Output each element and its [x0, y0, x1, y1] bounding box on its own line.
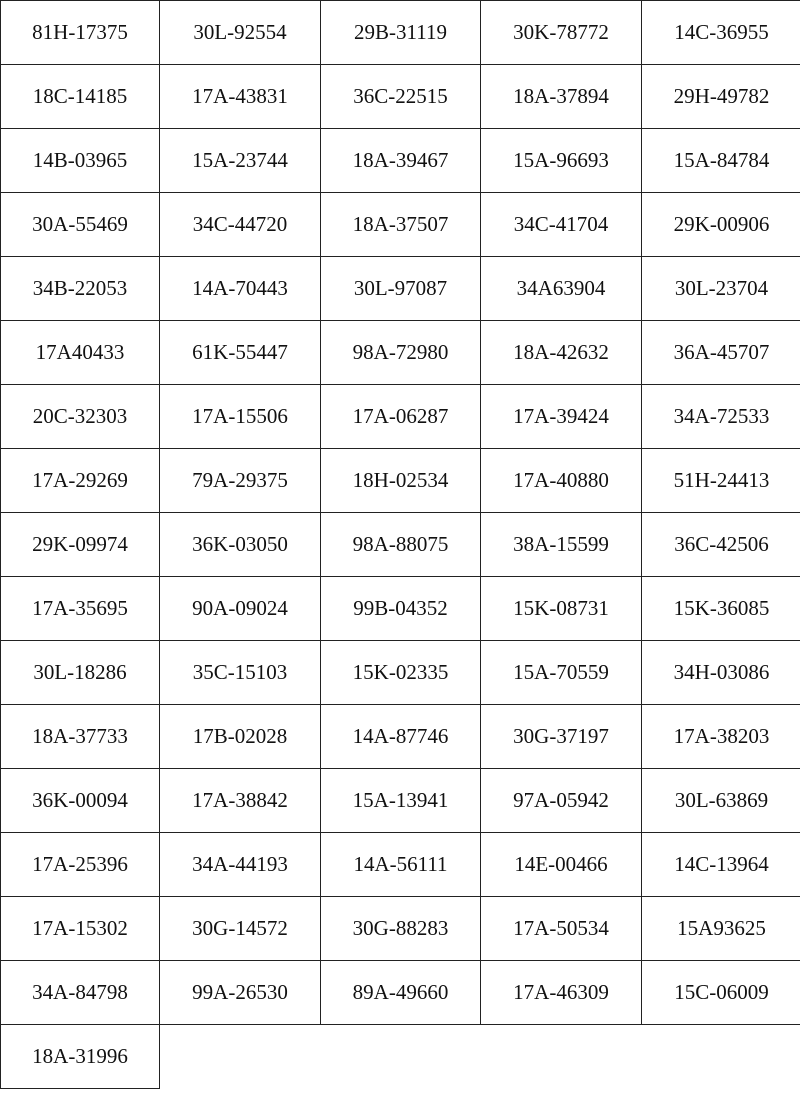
- plate-number-cell: 15A-23744: [160, 129, 321, 193]
- plate-number-cell: 15A93625: [642, 897, 800, 961]
- plate-number-cell: 30L-92554: [160, 1, 321, 65]
- plate-number-cell: 90A-09024: [160, 577, 321, 641]
- plate-number-cell: 81H-17375: [1, 1, 160, 65]
- plate-number-cell: 20C-32303: [1, 385, 160, 449]
- plate-number-cell: 38A-15599: [481, 513, 642, 577]
- plate-number-cell: 99B-04352: [321, 577, 481, 641]
- plate-number-cell: 17A-25396: [1, 833, 160, 897]
- plate-number-cell: 30L-63869: [642, 769, 800, 833]
- plate-number-cell: 29H-49782: [642, 65, 800, 129]
- plate-number-cell: 34B-22053: [1, 257, 160, 321]
- plate-number-cell: 35C-15103: [160, 641, 321, 705]
- plate-number-cell: 17A-15302: [1, 897, 160, 961]
- plate-number-cell: 29K-09974: [1, 513, 160, 577]
- table-row: [1, 577, 800, 641]
- plate-number-cell: 34C-41704: [481, 193, 642, 257]
- plate-number-cell: 99A-26530: [160, 961, 321, 1025]
- plate-number-cell: 17B-02028: [160, 705, 321, 769]
- plate-number-cell: 14E-00466: [481, 833, 642, 897]
- license-plate-table-body: [1, 1, 800, 1089]
- plate-number-cell: 18H-02534: [321, 449, 481, 513]
- plate-number-cell: 34H-03086: [642, 641, 800, 705]
- plate-number-cell: 30K-78772: [481, 1, 642, 65]
- plate-number-cell: 17A-43831: [160, 65, 321, 129]
- plate-number-cell: 17A-15506: [160, 385, 321, 449]
- plate-number-cell: 61K-55447: [160, 321, 321, 385]
- plate-number-cell: 30G-88283: [321, 897, 481, 961]
- table-row: [1, 257, 800, 321]
- plate-number-cell: 36A-45707: [642, 321, 800, 385]
- table-row: [1, 449, 800, 513]
- plate-number-cell: 15A-84784: [642, 129, 800, 193]
- plate-number-cell: 17A-46309: [481, 961, 642, 1025]
- plate-number-cell: 18A-37733: [1, 705, 160, 769]
- table-row: [1, 129, 800, 193]
- empty-cell: [321, 1025, 481, 1089]
- plate-number-cell: 34C-44720: [160, 193, 321, 257]
- plate-number-cell: 34A63904: [481, 257, 642, 321]
- table-row: [1, 193, 800, 257]
- table-row: [1, 961, 800, 1025]
- plate-number-cell: 36C-22515: [321, 65, 481, 129]
- plate-number-cell: 14A-87746: [321, 705, 481, 769]
- empty-cell: [481, 1025, 642, 1089]
- plate-number-cell: 17A-29269: [1, 449, 160, 513]
- plate-number-cell: 30G-14572: [160, 897, 321, 961]
- plate-number-cell: 18A-37894: [481, 65, 642, 129]
- table-row: [1, 321, 800, 385]
- plate-number-cell: 15A-96693: [481, 129, 642, 193]
- plate-number-cell: 34A-72533: [642, 385, 800, 449]
- table-row: [1, 897, 800, 961]
- plate-number-cell: 18A-42632: [481, 321, 642, 385]
- table-row: [1, 833, 800, 897]
- plate-number-cell: 30L-97087: [321, 257, 481, 321]
- plate-number-cell: 17A-50534: [481, 897, 642, 961]
- plate-number-cell: 15C-06009: [642, 961, 800, 1025]
- table-row: [1, 385, 800, 449]
- table-row: [1, 641, 800, 705]
- plate-number-cell: 18A-39467: [321, 129, 481, 193]
- plate-number-cell: 14C-13964: [642, 833, 800, 897]
- plate-number-cell: 17A40433: [1, 321, 160, 385]
- table-row: [1, 769, 800, 833]
- plate-number-cell: 17A-39424: [481, 385, 642, 449]
- plate-number-cell: 14C-36955: [642, 1, 800, 65]
- plate-number-cell: 14B-03965: [1, 129, 160, 193]
- plate-number-cell: 30A-55469: [1, 193, 160, 257]
- plate-number-cell: 34A-84798: [1, 961, 160, 1025]
- plate-number-cell: 30L-18286: [1, 641, 160, 705]
- plate-number-cell: 89A-49660: [321, 961, 481, 1025]
- plate-number-cell: 15A-70559: [481, 641, 642, 705]
- empty-cell: [642, 1025, 800, 1089]
- plate-number-cell: 15K-36085: [642, 577, 800, 641]
- plate-number-cell: 29K-00906: [642, 193, 800, 257]
- plate-number-cell: 18A-37507: [321, 193, 481, 257]
- plate-number-cell: 34A-44193: [160, 833, 321, 897]
- plate-number-cell: 30G-37197: [481, 705, 642, 769]
- plate-number-cell: 14A-56111: [321, 833, 481, 897]
- plate-number-cell: 17A-38842: [160, 769, 321, 833]
- plate-number-cell: 17A-06287: [321, 385, 481, 449]
- plate-number-cell: 17A-40880: [481, 449, 642, 513]
- plate-number-cell: 14A-70443: [160, 257, 321, 321]
- plate-number-cell: 15A-13941: [321, 769, 481, 833]
- plate-number-cell: 36K-00094: [1, 769, 160, 833]
- plate-number-cell: 98A-88075: [321, 513, 481, 577]
- plate-number-cell: 17A-35695: [1, 577, 160, 641]
- plate-number-cell: 18A-31996: [1, 1025, 160, 1089]
- plate-number-cell: 97A-05942: [481, 769, 642, 833]
- plate-number-cell: 18C-14185: [1, 65, 160, 129]
- plate-number-cell: 30L-23704: [642, 257, 800, 321]
- plate-number-cell: 36C-42506: [642, 513, 800, 577]
- plate-number-cell: 17A-38203: [642, 705, 800, 769]
- table-row: [1, 65, 800, 129]
- table-row: [1, 1025, 800, 1089]
- empty-cell: [160, 1025, 321, 1089]
- table-row: [1, 513, 800, 577]
- plate-number-cell: 51H-24413: [642, 449, 800, 513]
- plate-number-cell: 79A-29375: [160, 449, 321, 513]
- table-row: [1, 705, 800, 769]
- plate-number-cell: 15K-08731: [481, 577, 642, 641]
- plate-number-cell: 98A-72980: [321, 321, 481, 385]
- table-row: [1, 1, 800, 65]
- plate-number-cell: 36K-03050: [160, 513, 321, 577]
- plate-number-cell: 29B-31119: [321, 1, 481, 65]
- plate-number-cell: 15K-02335: [321, 641, 481, 705]
